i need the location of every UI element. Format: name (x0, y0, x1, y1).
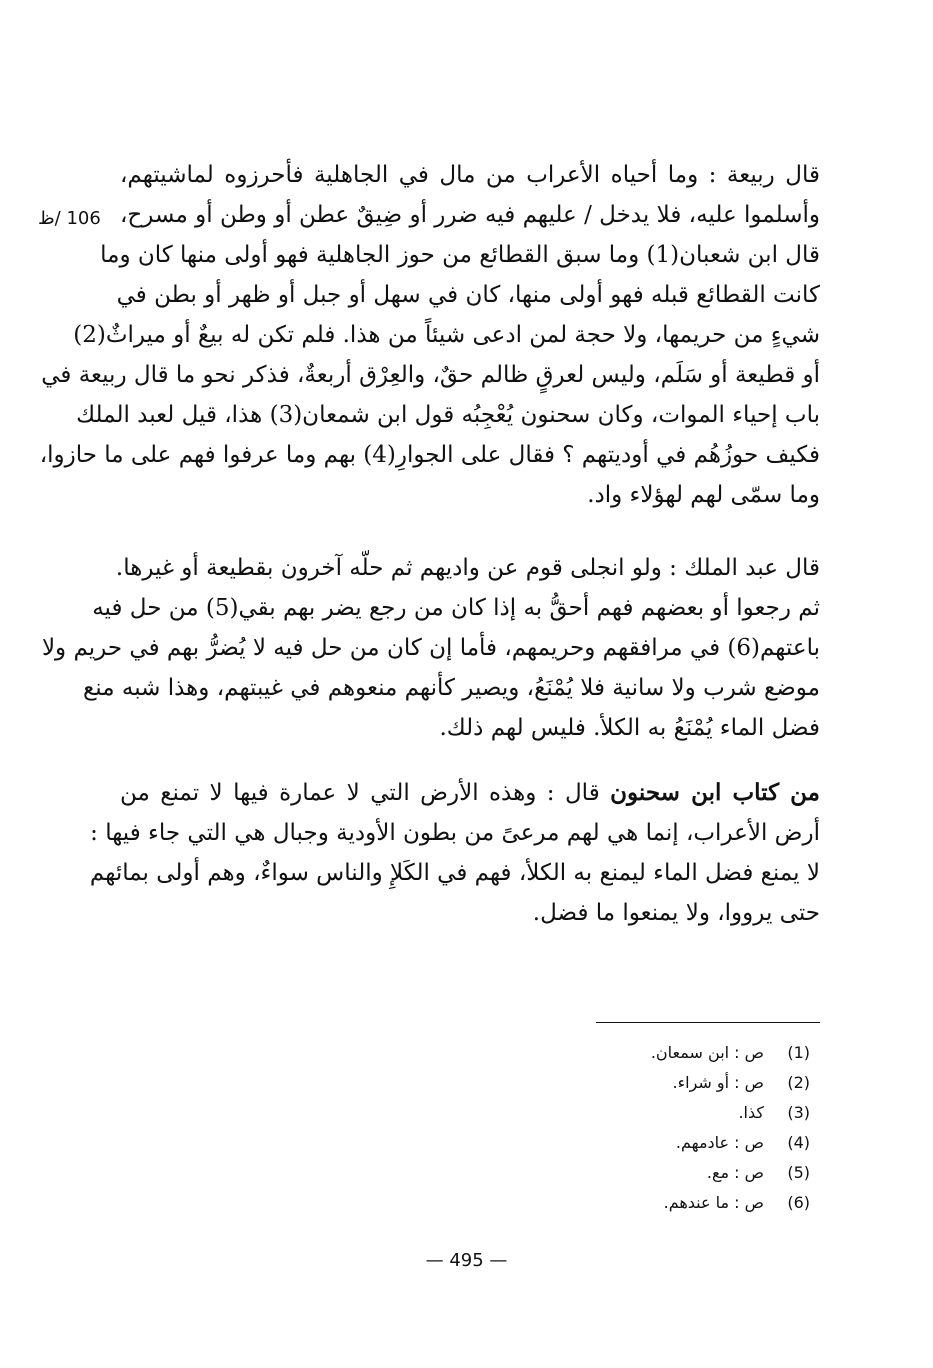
text-line: ثم رجعوا أو بعضهم فهم أحقُّ به إذا كان من رجع يضر بهم بقي(5) من حل فيه (92, 595, 820, 621)
footnote-item (560, 1068, 810, 1098)
text-line: موضع شرب ولا سانية فلا يُمْنَعُ، ويصير كأنهم منعوهم في غيبتهم، وهذا شبه منع (83, 675, 820, 701)
paragraph-abd-al-malik (41, 548, 820, 748)
bold-source-heading: من كتاب ابن سحنون (610, 779, 820, 806)
footnote-number: (2) (787, 1073, 810, 1092)
text-line: حتى يرووا، ولا يمنعوا ما فضل. (532, 900, 820, 926)
text-line: قال ابن شعبان(1) وما سبق القطائع من حوز الجاهلية فهو أولى منها كان وما (100, 242, 820, 268)
footnote-item (560, 1158, 810, 1188)
text-line: شيءٍ من حريمها، ولا حجة لمن ادعى شيئاً من هذا. فلم تكن له بيعٌ أو ميراثٌ(2) (73, 322, 820, 348)
footnote-text: ص : عادمهم. (675, 1133, 764, 1152)
footnote-item (560, 1038, 810, 1068)
footnote-text: كذا. (738, 1103, 764, 1122)
paragraph-ibn-sahnun (89, 773, 820, 933)
footnote-text: ص : أو شراء. (672, 1073, 764, 1092)
footnote-number: (6) (787, 1193, 810, 1212)
text-line: أرض الأعراب، إنما هي لهم مرعىً من بطون الأودية وجبال هي التي جاء فيها : (90, 820, 820, 846)
footnote-divider (596, 1022, 820, 1023)
footnote-text: ص : ابن سمعان. (650, 1043, 764, 1062)
text-line: قال ربيعة : وما أحياه الأعراب من مال في الجاهلية فأحرزوه لماشيتهم، (120, 162, 820, 188)
footnote-number: (3) (787, 1103, 810, 1122)
text-line: فضل الماء يُمْنَعُ به الكلأ. فليس لهم ذلك. (439, 715, 820, 741)
text-line: من كتاب ابن سحنون قال : وهذه الأرض التي لا عمارة فيها لا تمنع من (120, 779, 820, 806)
text-line: لا يمنع فضل الماء ليمنع به الكلأ، فهم في الكَلإِ والناس سواءٌ، وهم أولى بمائهم (89, 860, 820, 886)
folio-margin-note: 106 /ظ (38, 208, 101, 229)
text-line: كانت القطائع قبله فهو أولى منها، كان في سهل أو جبل أو ظهر أو بطن في (116, 282, 820, 308)
text-line: باب إحياء الموات، وكان سحنون يُعْجِبُه قول ابن شمعان(3) هذا، قيل لعبد الملك (76, 402, 820, 428)
text-line: وما سمّى لهم لهؤلاء واد. (587, 482, 820, 508)
footnote-item (560, 1098, 810, 1128)
footnote-item (560, 1128, 810, 1158)
footnotes-list (560, 1038, 810, 1218)
text-line: وأسلموا عليه، فلا يدخل / عليهم فيه ضرر أو ضِيقٌ عطن أو وطن أو مسرح، (120, 202, 820, 228)
page-number: — 495 — (425, 1250, 508, 1271)
footnote-number: (4) (787, 1133, 810, 1152)
footnote-text: ص : ما عندهم. (663, 1193, 764, 1212)
text-line: باعتهم(6) في مرافقهم وحريمهم، فأما إن كان من حل فيه لا يُضرُّ بهم في حريم ولا (41, 635, 820, 661)
footnote-item (560, 1188, 810, 1218)
footnote-number: (5) (787, 1163, 810, 1182)
text-line: أو قطيعة أو سَلَم، وليس لعرقٍ ظالم حقٌ، والعِرْق أربعةٌ، فذكر نحو ما قال ربيعة في (41, 362, 820, 388)
footnote-number: (1) (787, 1043, 810, 1062)
text-line: قال عبد الملك : ولو انجلى قوم عن واديهم ثم حلّه آخرون بقطيعة أو غيرها. (115, 555, 820, 581)
text-line: فكيف حوزُهُم في أوديتهم ؟ فقال على الجوارِ(4) بهم وما عرفوا فهم على ما حازوا، (39, 442, 820, 468)
footnote-text: ص : مع. (706, 1163, 764, 1182)
